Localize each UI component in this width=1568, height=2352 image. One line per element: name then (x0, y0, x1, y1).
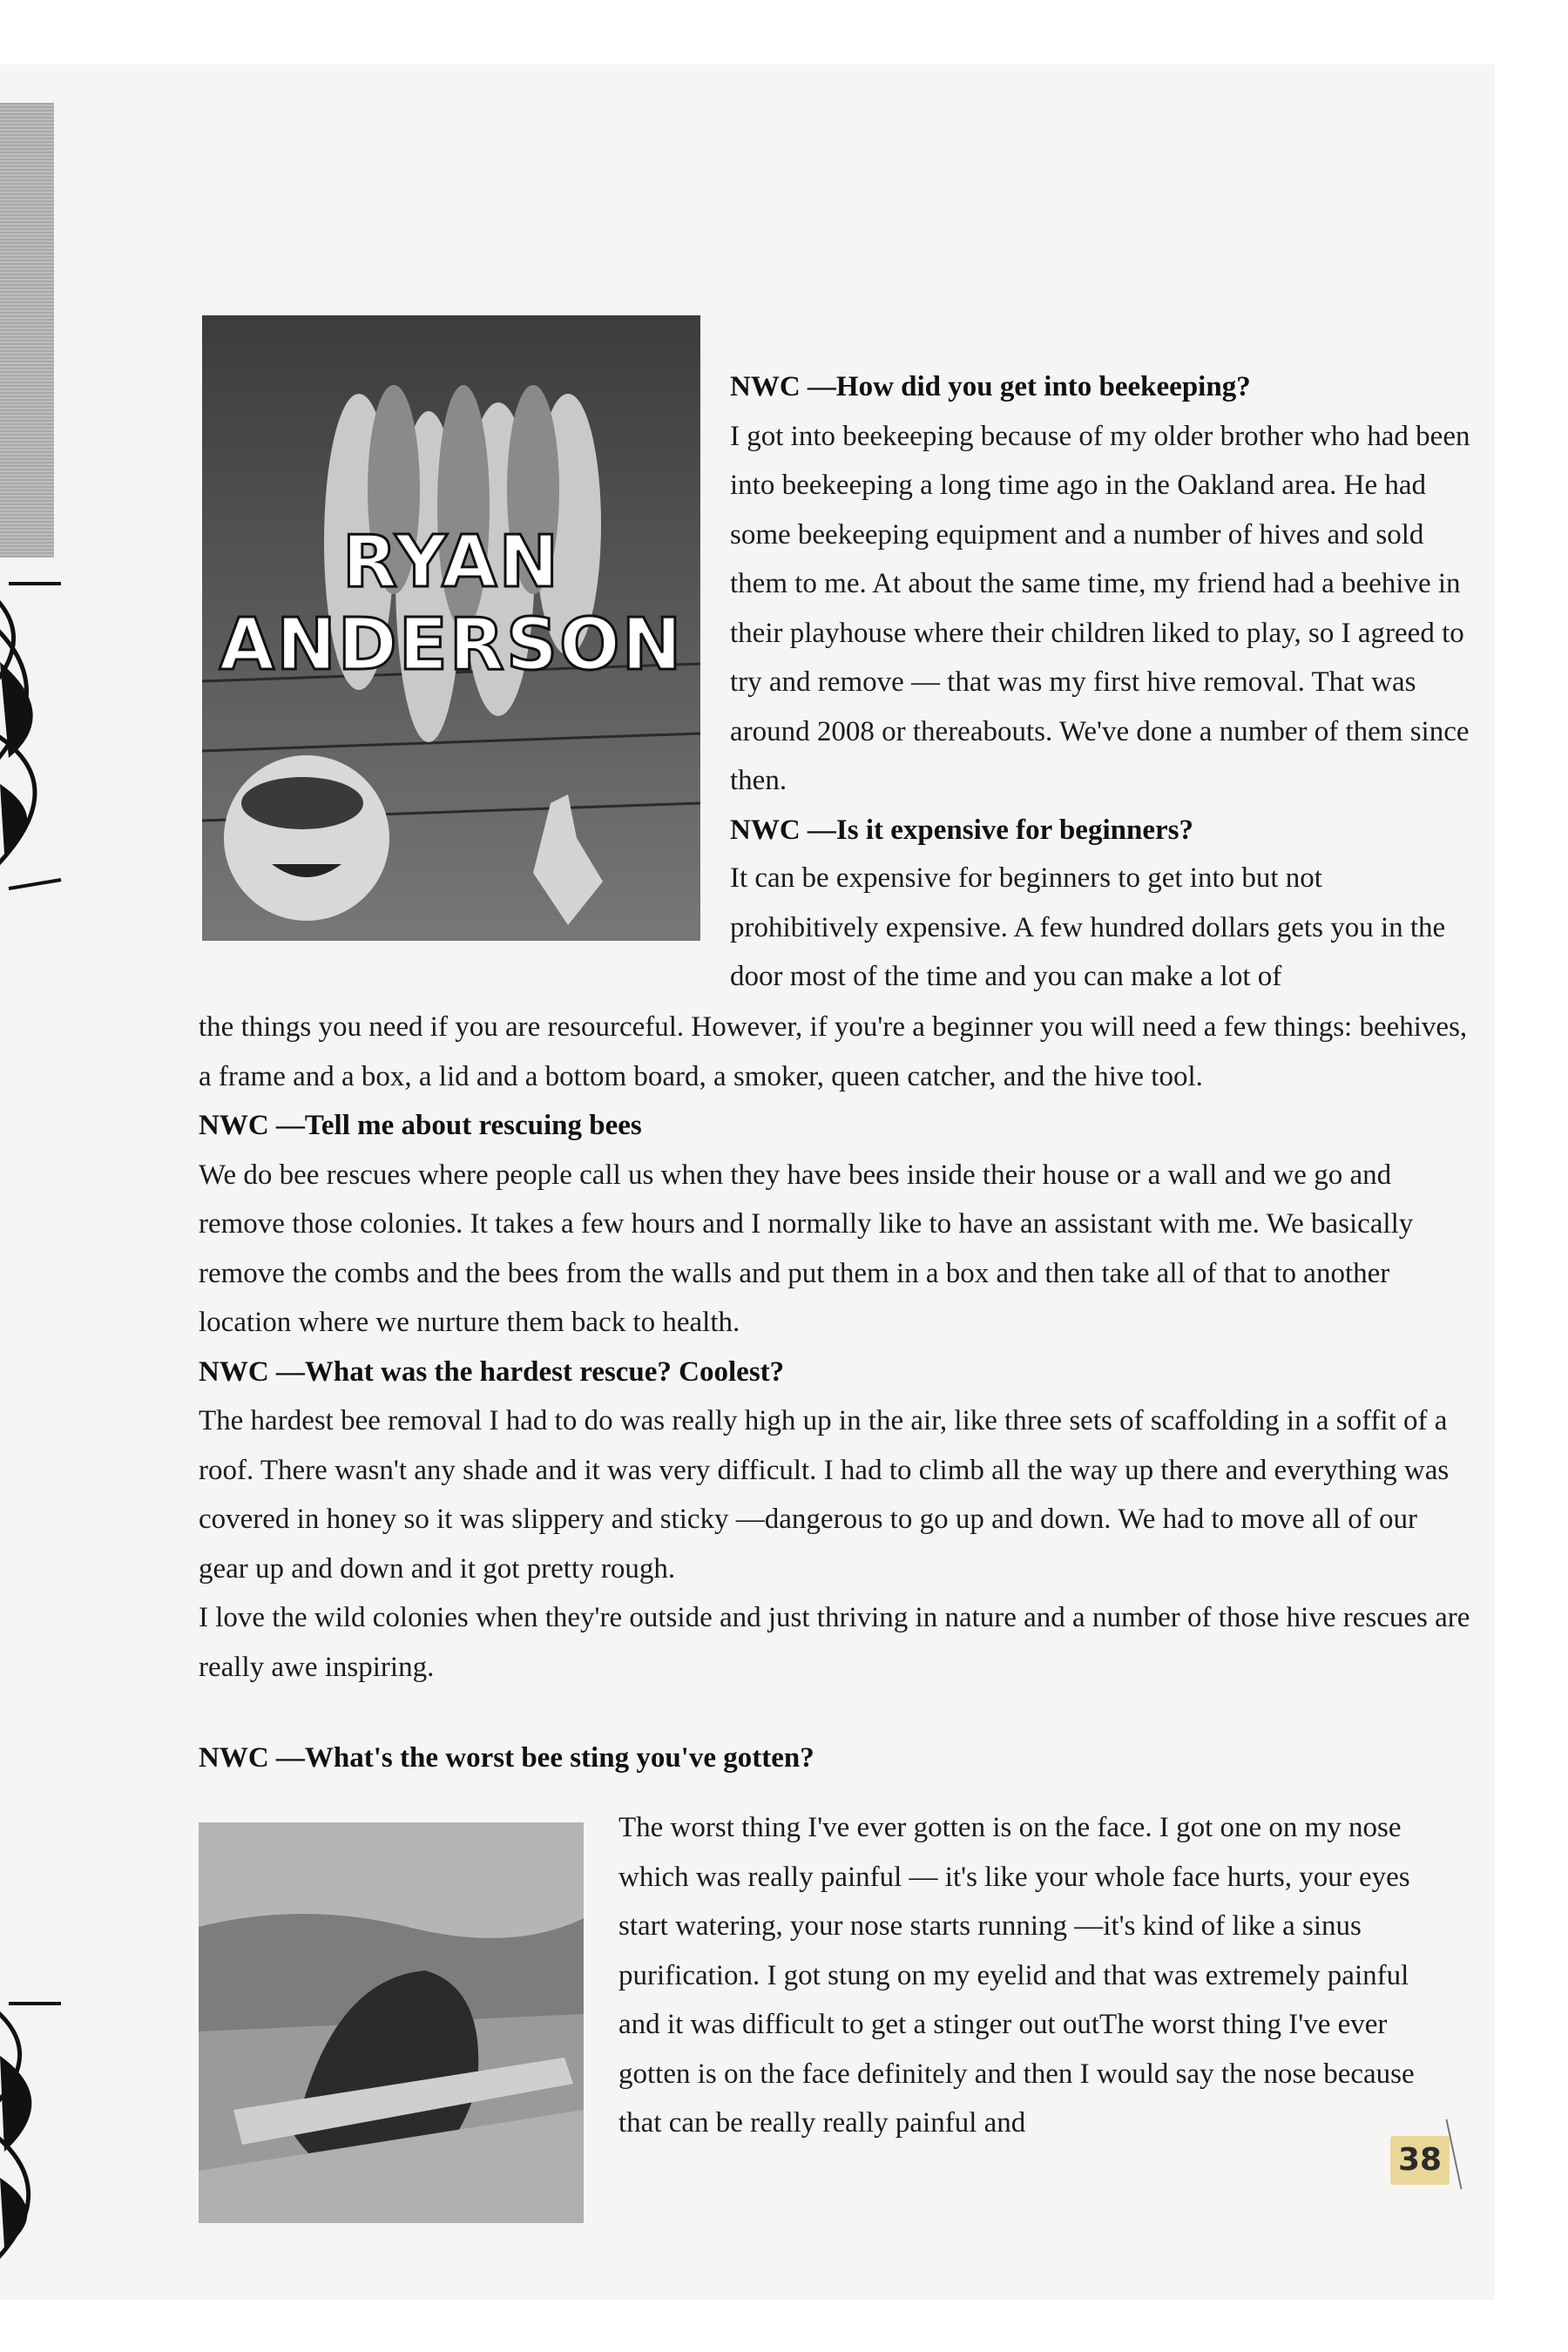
sting-question (199, 1734, 1470, 1783)
decorative-ornament-bottom (0, 1986, 71, 2282)
answer-paragraph: the things you need if you are resourceful. However, if you're a beginner you will need a few things: beehives, a frame and a box, a lid and a bottom board, a smoker, queen catcher, and the hive tool. (199, 1011, 1468, 1092)
page-number: 38 (1390, 2136, 1450, 2185)
cost-answer-start: It can be expensive for beginners to get into but not prohibitively expensive. A few hundred dollars gets you in the door most of the time and you can make a lot of (730, 862, 1446, 992)
sting-answer-text (618, 1803, 1446, 2148)
question-heading: NWC —What was the hardest rescue? Coolest? (199, 1355, 785, 1388)
question-heading: NWC —What's the worst bee sting you've gotten? (199, 1742, 814, 1774)
answer-paragraph: The hardest bee removal I had to do was really high up in the air, like three sets of scaffolding in a soffit of a roof. There wasn't any shade and it was very difficult. I had to climb all the way up there and everything was covered in honey so it was slippery and sticky —dangerous to go up and down. We had to move all of our gear up and down and it got pretty rough. (199, 1405, 1450, 1585)
question-heading: NWC —Tell me about rescuing bees (199, 1110, 642, 1141)
main-column-text (199, 1003, 1470, 1692)
intro-column-text (730, 362, 1470, 855)
adjacent-page-edge (0, 103, 54, 573)
answer-paragraph: We do bee rescues where people call us when they have bees inside their house or a wall and we go and remove those colonies. It takes a few hours and I normally like to have an assistant with me. We basically remove the combs and the bees from the walls and put them in a box and then take all of that to another location where we nurture them back to health. (199, 1159, 1414, 1338)
decorative-ornament-top (0, 558, 71, 906)
question-heading: NWC —Is it expensive for beginners? (730, 814, 1193, 846)
answer-paragraph: The worst thing I've ever gotten is on the face. I got one on my nose which was really painful — it's like your whole face hurts, your eyes start watering, your nose starts running —it's kind of like a sinus purification. I got stung on my eyelid and that was extremely painful and it was difficult to get a stinger out outThe worst thing I've ever gotten is on the face definitely and then I would say the nose because that can be really really painful and (618, 1812, 1415, 2139)
answer-paragraph: I got into beekeeping because of my older brother who had been into beekeeping a long time ago in the Oakland area. He had some beekeeping equipment and a number of hives and sold them to me. At about the same time, my friend had a beehive in their playhouse where their children liked to play, so I agreed to try and remove — that was my first hive removal. That was around 2008 or thereabouts. We've done a number of them since then. (730, 420, 1470, 796)
ryan-anderson-photo (202, 315, 700, 941)
answer-paragraph: I love the wild colonies when they're outside and just thriving in nature and a number of those hive rescues are really awe inspiring. (199, 1602, 1470, 1683)
question-heading: NWC —How did you get into beekeeping? (730, 371, 1251, 402)
photo-title-overlay: RYAN ANDERSON (219, 521, 684, 686)
bee-swarm-photo (199, 1822, 584, 2223)
